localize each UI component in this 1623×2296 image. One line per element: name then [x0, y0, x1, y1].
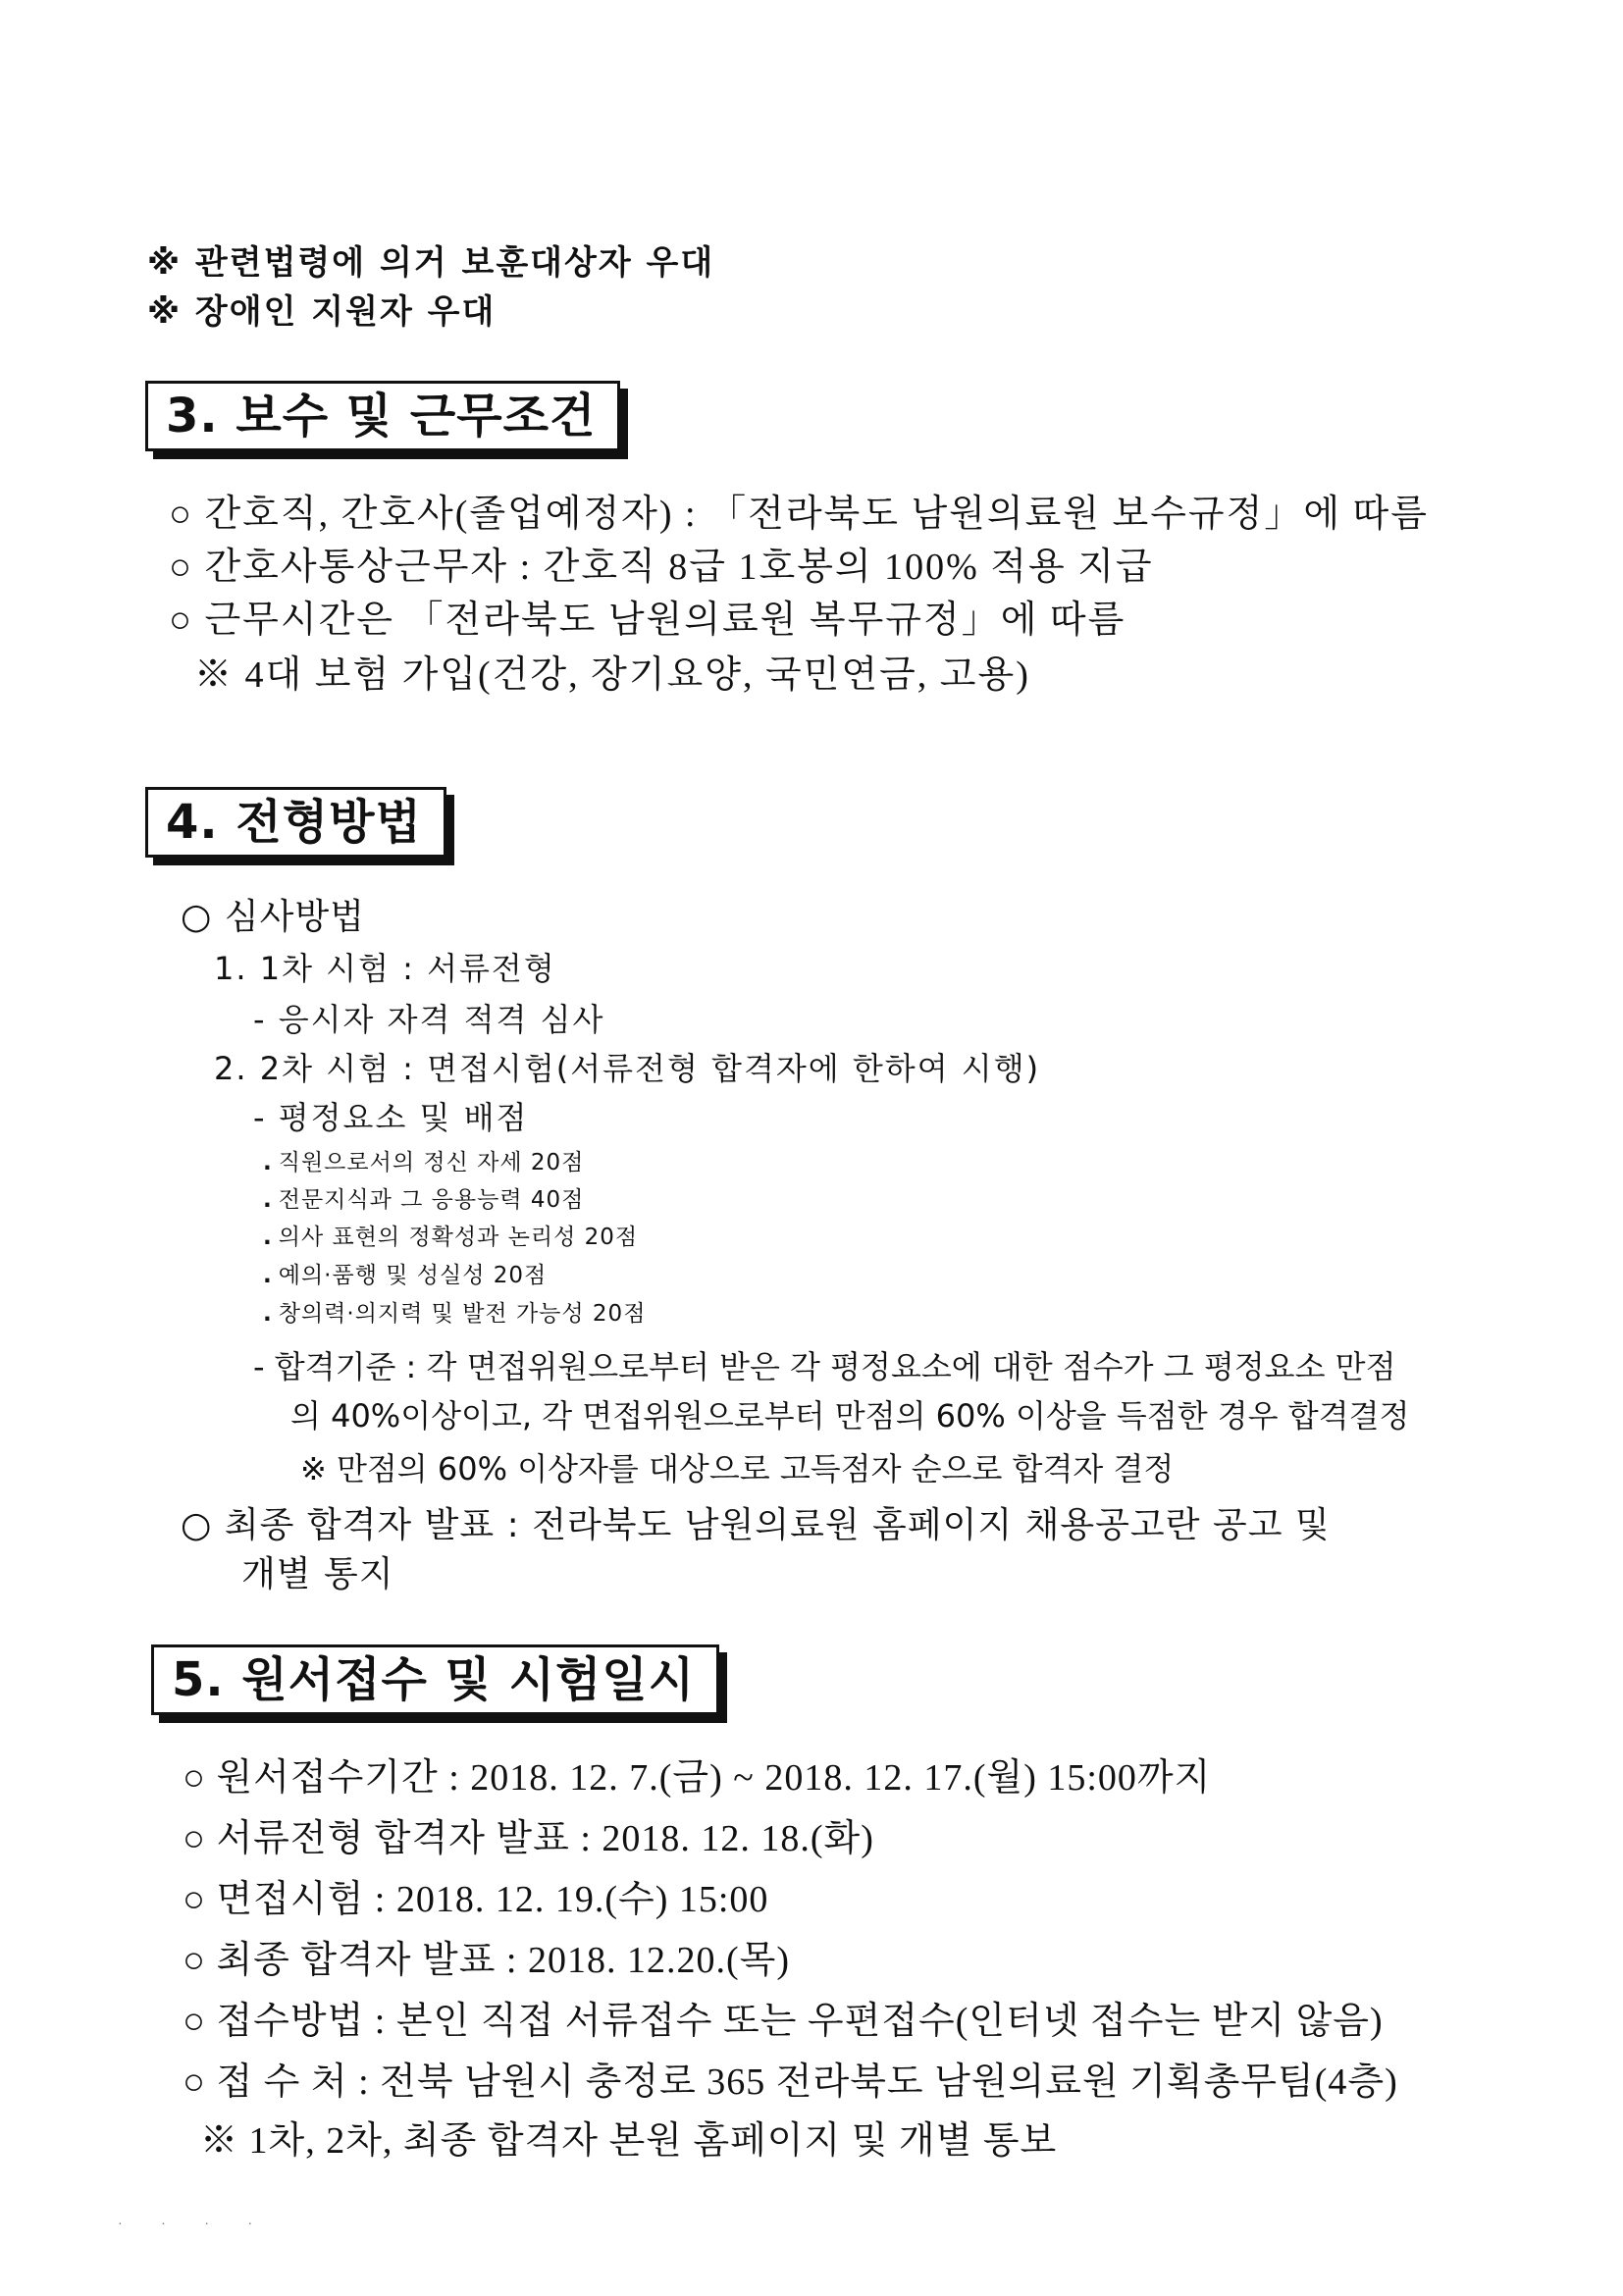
notification-note: ※ 1차, 2차, 최종 합격자 본원 홈페이지 및 개별 통보	[200, 2120, 1058, 2162]
criterion-item: . 창의력·의지력 및 발전 가능성 20점	[263, 1301, 647, 1327]
criterion-item: . 직원으로서의 정신 자세 20점	[263, 1150, 585, 1175]
scan-specks: · · · ·	[118, 2218, 271, 2232]
schedule-application-method: ○ 접수방법 : 본인 직접 서류접수 또는 우편접수(인터넷 접수는 받지 않음)	[183, 2001, 1384, 2042]
step1-detail: - 응시자 자격 적격 심사	[253, 1001, 605, 1038]
section-4-heading: 4. 전형방법	[145, 787, 446, 858]
final-announcement-line-1: ○ 최종 합격자 발표 : 전라북도 남원의료원 홈페이지 채용공고란 공고 및	[181, 1505, 1331, 1545]
schedule-interview: ○ 면접시험 : 2018. 12. 19.(수) 15:00	[183, 1879, 769, 1920]
pass-criteria-note: ※ 만점의 60% 이상자를 대상으로 고득점자 순으로 합격자 결정	[300, 1450, 1175, 1487]
note-disabled-preference: ※ 장애인 지원자 우대	[147, 292, 497, 332]
schedule-document-result: ○ 서류전형 합격자 발표 : 2018. 12. 18.(화)	[183, 1818, 874, 1859]
pass-criteria-line-2: 의 40%이상이고, 각 면접위원으로부터 만점의 60% 이상을 득점한 경우 합격결정	[290, 1397, 1410, 1435]
step2-detail: - 평정요소 및 배점	[253, 1099, 529, 1136]
pay-item-nurse: ○ 간호직, 간호사(졸업예정자) : 「전라북도 남원의료원 보수규정」에 따름	[169, 494, 1429, 535]
note-veterans-preference: ※ 관련법령에 의거 보훈대상자 우대	[147, 243, 715, 283]
final-announcement-line-2: 개별 통지	[241, 1554, 394, 1594]
criterion-item: . 예의·품행 및 성실성 20점	[263, 1263, 548, 1288]
schedule-application-period: ○ 원서접수기간 : 2018. 12. 7.(금) ~ 2018. 12. 17.(월) 15:00까지	[183, 1757, 1212, 1799]
review-method-heading: ○ 심사방법	[181, 897, 365, 937]
schedule-final-result: ○ 최종 합격자 발표 : 2018. 12.20.(목)	[183, 1940, 790, 1981]
schedule-application-place: ○ 접 수 처 : 전북 남원시 충정로 365 전라북도 남원의료원 기획총무팀(4층)	[183, 2061, 1398, 2103]
criterion-item: . 전문지식과 그 응용능력 40점	[263, 1187, 585, 1213]
step2-interview: 2. 2차 시험 : 면접시험(서류전형 합격자에 한하여 시행)	[214, 1050, 1041, 1087]
pay-item-work-hours: ○ 근무시간은 「전라북도 남원의료원 복무규정」에 따름	[169, 600, 1126, 641]
insurance-note: ※ 4대 보험 가입(건강, 장기요양, 국민연금, 고용)	[194, 654, 1030, 696]
section-3-heading: 3. 보수 및 근무조건	[145, 381, 620, 451]
criterion-item: . 의사 표현의 정확성과 논리성 20점	[263, 1225, 639, 1250]
pay-item-regular-nurse: ○ 간호사통상근무자 : 간호직 8급 1호봉의 100% 적용 지급	[169, 547, 1154, 588]
pass-criteria-line-1: - 합격기준 : 각 면접위원으로부터 받은 각 평정요소에 대한 점수가 그 평정요소 만점	[253, 1348, 1396, 1385]
section-5-heading: 5. 원서접수 및 시험일시	[151, 1644, 719, 1715]
step1-document-screening: 1. 1차 시험 : 서류전형	[214, 950, 556, 987]
